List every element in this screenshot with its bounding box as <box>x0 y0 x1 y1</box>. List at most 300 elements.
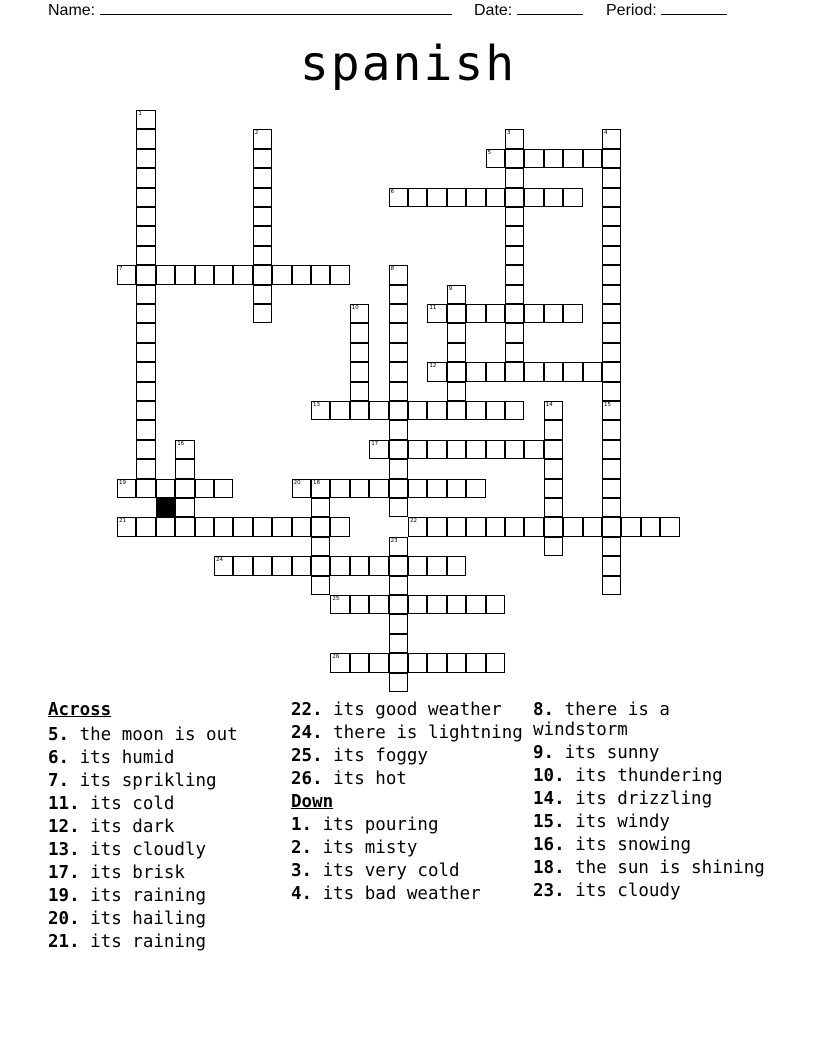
clue-number: 2. <box>291 837 313 858</box>
grid-cell[interactable] <box>427 401 446 420</box>
down-heading: Down <box>291 792 334 812</box>
grid-cell[interactable] <box>389 440 408 459</box>
grid-cell[interactable] <box>466 517 485 536</box>
grid-cell[interactable] <box>272 556 291 575</box>
grid-cell[interactable] <box>602 343 621 362</box>
grid-cell[interactable] <box>253 207 272 226</box>
grid-cell[interactable] <box>195 517 214 536</box>
grid-cell[interactable] <box>544 420 563 439</box>
grid-cell[interactable] <box>389 285 408 304</box>
grid-cell[interactable] <box>330 595 349 614</box>
grid-cell[interactable] <box>389 343 408 362</box>
grid-cell[interactable] <box>330 265 349 284</box>
grid-cell[interactable] <box>505 323 524 342</box>
grid-cell[interactable] <box>466 304 485 323</box>
clues-column-2 <box>291 701 531 908</box>
grid-cell[interactable] <box>505 149 524 168</box>
grid-cell[interactable] <box>330 653 349 672</box>
grid-cell[interactable] <box>466 479 485 498</box>
across-clue <box>48 864 288 884</box>
grid-cell[interactable] <box>563 517 582 536</box>
grid-cell[interactable] <box>195 479 214 498</box>
black-cell <box>156 498 175 517</box>
grid-cell[interactable] <box>214 265 233 284</box>
grid-cell[interactable] <box>311 265 330 284</box>
cell-number: 2 <box>254 130 259 137</box>
across-clue <box>48 910 288 930</box>
grid-cell[interactable] <box>544 498 563 517</box>
grid-cell[interactable] <box>447 517 466 536</box>
clue-text: its very cold <box>312 860 460 881</box>
grid-cell[interactable] <box>389 459 408 478</box>
grid-cell[interactable] <box>505 285 524 304</box>
grid-cell[interactable] <box>466 362 485 381</box>
grid-cell[interactable] <box>369 440 388 459</box>
grid-cell[interactable] <box>117 517 136 536</box>
clue-number: 21. <box>48 931 80 952</box>
clues-column-1 <box>48 701 288 956</box>
grid-cell[interactable] <box>408 479 427 498</box>
grid-cell[interactable] <box>369 401 388 420</box>
grid-cell[interactable] <box>447 479 466 498</box>
grid-cell[interactable] <box>389 323 408 342</box>
grid-cell[interactable] <box>602 459 621 478</box>
grid-cell[interactable] <box>292 479 311 498</box>
cell-number: 9 <box>448 285 453 292</box>
grid-cell[interactable] <box>524 188 543 207</box>
grid-cell[interactable] <box>389 304 408 323</box>
clue-number: 5. <box>48 724 70 745</box>
grid-cell[interactable] <box>330 479 349 498</box>
grid-cell[interactable] <box>602 576 621 595</box>
grid-cell[interactable] <box>292 265 311 284</box>
grid-cell[interactable] <box>602 556 621 575</box>
grid-cell[interactable] <box>272 517 291 536</box>
grid-cell[interactable] <box>253 226 272 245</box>
grid-cell[interactable] <box>602 226 621 245</box>
grid-cell[interactable] <box>447 401 466 420</box>
grid-cell[interactable] <box>311 576 330 595</box>
grid-cell[interactable] <box>505 265 524 284</box>
grid-cell[interactable] <box>602 479 621 498</box>
grid-cell[interactable] <box>233 517 252 536</box>
clues-column-3 <box>533 701 773 905</box>
across-clue <box>291 770 531 790</box>
clue-number: 4. <box>291 883 313 904</box>
grid-cell[interactable] <box>427 362 446 381</box>
cell-number: 20 <box>293 479 301 486</box>
grid-cell[interactable] <box>311 498 330 517</box>
grid-cell[interactable] <box>311 517 330 536</box>
grid-cell[interactable] <box>389 673 408 692</box>
grid-cell[interactable] <box>427 304 446 323</box>
grid-cell[interactable] <box>369 479 388 498</box>
grid-cell[interactable] <box>389 401 408 420</box>
grid-cell[interactable] <box>447 362 466 381</box>
grid-cell[interactable] <box>544 188 563 207</box>
grid-cell[interactable] <box>447 188 466 207</box>
down-clue <box>533 882 773 902</box>
grid-cell[interactable] <box>641 517 660 536</box>
cell-number: 15 <box>604 402 611 408</box>
grid-cell[interactable] <box>136 479 155 498</box>
grid-cell[interactable] <box>292 517 311 536</box>
grid-cell[interactable] <box>350 323 369 342</box>
grid-cell[interactable] <box>544 459 563 478</box>
grid-cell[interactable] <box>311 479 330 498</box>
grid-cell[interactable] <box>350 343 369 362</box>
grid-cell[interactable] <box>427 653 446 672</box>
grid-cell[interactable] <box>602 362 621 381</box>
grid-cell[interactable] <box>466 188 485 207</box>
grid-cell[interactable] <box>136 246 155 265</box>
down-clue <box>533 744 773 764</box>
grid-cell[interactable] <box>136 517 155 536</box>
grid-cell[interactable] <box>505 129 524 148</box>
grid-cell[interactable] <box>563 362 582 381</box>
across-clue <box>291 747 531 767</box>
grid-cell[interactable] <box>544 362 563 381</box>
grid-cell[interactable] <box>156 517 175 536</box>
grid-cell[interactable] <box>486 304 505 323</box>
grid-cell[interactable] <box>505 517 524 536</box>
grid-cell[interactable] <box>602 246 621 265</box>
grid-cell[interactable] <box>563 149 582 168</box>
grid-cell[interactable] <box>602 285 621 304</box>
grid-cell[interactable] <box>253 556 272 575</box>
grid-cell[interactable] <box>563 188 582 207</box>
grid-cell[interactable] <box>505 401 524 420</box>
down-clue <box>533 836 773 856</box>
page-title: spanish <box>299 36 517 92</box>
grid-cell[interactable] <box>292 556 311 575</box>
grid-cell[interactable] <box>486 362 505 381</box>
grid-cell[interactable] <box>602 401 621 420</box>
clue-number: 26. <box>291 769 323 789</box>
grid-cell[interactable] <box>505 246 524 265</box>
grid-cell[interactable] <box>544 440 563 459</box>
grid-cell[interactable] <box>602 440 621 459</box>
across-clue <box>48 841 288 861</box>
grid-cell[interactable] <box>505 304 524 323</box>
grid-cell[interactable] <box>175 265 194 284</box>
grid-cell[interactable] <box>524 440 543 459</box>
grid-cell[interactable] <box>195 265 214 284</box>
grid-cell[interactable] <box>408 188 427 207</box>
clue-number: 19. <box>48 885 80 906</box>
down-clue <box>533 859 773 879</box>
grid-cell[interactable] <box>253 168 272 187</box>
grid-cell[interactable] <box>408 653 427 672</box>
grid-cell[interactable] <box>350 479 369 498</box>
grid-cell[interactable] <box>311 537 330 556</box>
grid-cell[interactable] <box>389 614 408 633</box>
grid-cell[interactable] <box>175 479 194 498</box>
grid-cell[interactable] <box>214 517 233 536</box>
grid-cell[interactable] <box>350 401 369 420</box>
down-clue <box>533 767 773 787</box>
grid-cell[interactable] <box>311 556 330 575</box>
grid-cell[interactable] <box>505 207 524 226</box>
grid-cell[interactable] <box>389 595 408 614</box>
clue-number: 24. <box>291 723 323 743</box>
grid-cell[interactable] <box>175 459 194 478</box>
clue-text: its raining <box>79 885 207 906</box>
clue-text: its hot <box>322 769 407 789</box>
grid-cell[interactable] <box>602 265 621 284</box>
grid-cell[interactable] <box>389 188 408 207</box>
grid-cell[interactable] <box>427 517 446 536</box>
grid-cell[interactable] <box>389 576 408 595</box>
grid-cell[interactable] <box>602 188 621 207</box>
grid-cell[interactable] <box>486 595 505 614</box>
grid-cell[interactable] <box>505 343 524 362</box>
grid-cell[interactable] <box>602 382 621 401</box>
grid-cell[interactable] <box>389 634 408 653</box>
grid-cell[interactable] <box>330 401 349 420</box>
grid-cell[interactable] <box>505 362 524 381</box>
cell-number: 11 <box>429 305 437 311</box>
clue-number: 23. <box>533 880 565 901</box>
grid-cell[interactable] <box>602 323 621 342</box>
grid-cell[interactable] <box>486 440 505 459</box>
grid-cell[interactable] <box>389 420 408 439</box>
grid-cell[interactable] <box>544 304 563 323</box>
grid-cell[interactable] <box>253 304 272 323</box>
grid-cell[interactable] <box>389 653 408 672</box>
grid-cell[interactable] <box>389 479 408 498</box>
down-clue <box>533 790 773 810</box>
clue-text: its snowing <box>564 834 692 855</box>
grid-cell[interactable] <box>253 265 272 284</box>
grid-cell[interactable] <box>447 653 466 672</box>
clue-text: its brisk <box>79 862 185 883</box>
clue-number: 15. <box>533 811 565 832</box>
clue-text: its misty <box>312 837 418 858</box>
grid-cell[interactable] <box>369 556 388 575</box>
grid-cell[interactable] <box>524 362 543 381</box>
grid-cell[interactable] <box>466 401 485 420</box>
grid-cell[interactable] <box>621 517 640 536</box>
clue-number: 22. <box>291 700 323 720</box>
grid-cell[interactable] <box>505 226 524 245</box>
grid-cell[interactable] <box>136 440 155 459</box>
grid-cell[interactable] <box>311 401 330 420</box>
grid-cell[interactable] <box>427 440 446 459</box>
clue-text: its foggy <box>322 746 428 766</box>
grid-cell[interactable] <box>330 556 349 575</box>
grid-cell[interactable] <box>253 285 272 304</box>
grid-cell[interactable] <box>660 517 679 536</box>
grid-cell[interactable] <box>136 226 155 245</box>
grid-cell[interactable] <box>136 420 155 439</box>
clue-number: 13. <box>48 839 80 860</box>
grid-cell[interactable] <box>544 401 563 420</box>
grid-cell[interactable] <box>156 265 175 284</box>
grid-cell[interactable] <box>136 362 155 381</box>
grid-cell[interactable] <box>447 323 466 342</box>
grid-cell[interactable] <box>544 149 563 168</box>
grid-cell[interactable] <box>427 479 446 498</box>
grid-cell[interactable] <box>136 129 155 148</box>
cell-number: 24 <box>216 557 223 564</box>
grid-cell[interactable] <box>602 498 621 517</box>
grid-cell[interactable] <box>253 149 272 168</box>
clue-text: its thundering <box>564 765 723 786</box>
grid-cell[interactable] <box>117 265 136 284</box>
grid-cell[interactable] <box>253 517 272 536</box>
cell-number: 17 <box>371 440 379 447</box>
grid-cell[interactable] <box>427 595 446 614</box>
clue-number: 10. <box>533 765 565 786</box>
grid-cell[interactable] <box>136 401 155 420</box>
grid-cell[interactable] <box>330 517 349 536</box>
grid-cell[interactable] <box>253 188 272 207</box>
grid-cell[interactable] <box>602 207 621 226</box>
grid-cell[interactable] <box>389 498 408 517</box>
grid-cell[interactable] <box>117 479 136 498</box>
grid-cell[interactable] <box>544 479 563 498</box>
grid-cell[interactable] <box>583 517 602 536</box>
grid-cell[interactable] <box>350 595 369 614</box>
grid-cell[interactable] <box>486 401 505 420</box>
grid-cell[interactable] <box>544 517 563 536</box>
grid-cell[interactable] <box>486 653 505 672</box>
grid-cell[interactable] <box>447 595 466 614</box>
grid-cell[interactable] <box>602 149 621 168</box>
grid-cell[interactable] <box>602 129 621 148</box>
grid-cell[interactable] <box>427 188 446 207</box>
grid-cell[interactable] <box>389 537 408 556</box>
grid-cell[interactable] <box>214 479 233 498</box>
grid-cell[interactable] <box>136 168 155 187</box>
grid-cell[interactable] <box>136 285 155 304</box>
grid-cell[interactable] <box>583 362 602 381</box>
grid-cell[interactable] <box>427 556 446 575</box>
clue-number: 17. <box>48 862 80 883</box>
grid-cell[interactable] <box>389 362 408 381</box>
grid-cell[interactable] <box>175 498 194 517</box>
grid-cell[interactable] <box>486 188 505 207</box>
grid-cell[interactable] <box>408 401 427 420</box>
grid-cell[interactable] <box>408 595 427 614</box>
grid-cell[interactable] <box>447 285 466 304</box>
grid-cell[interactable] <box>156 479 175 498</box>
date-label: Date: <box>474 2 513 19</box>
down-clue <box>291 816 531 836</box>
grid-cell[interactable] <box>350 653 369 672</box>
grid-cell[interactable] <box>583 149 602 168</box>
cell-number: 12 <box>429 363 437 370</box>
grid-cell[interactable] <box>136 382 155 401</box>
grid-cell[interactable] <box>233 265 252 284</box>
grid-cell[interactable] <box>136 207 155 226</box>
grid-cell[interactable] <box>214 556 233 575</box>
grid-cell[interactable] <box>389 556 408 575</box>
clue-number: 20. <box>48 908 80 929</box>
grid-cell[interactable] <box>466 653 485 672</box>
grid-cell[interactable] <box>175 517 194 536</box>
grid-cell[interactable] <box>408 440 427 459</box>
down-clue <box>533 813 773 833</box>
grid-cell[interactable] <box>136 323 155 342</box>
grid-cell[interactable] <box>253 129 272 148</box>
grid-cell[interactable] <box>486 149 505 168</box>
grid-cell[interactable] <box>447 440 466 459</box>
grid-cell[interactable] <box>447 382 466 401</box>
grid-cell[interactable] <box>350 382 369 401</box>
grid-cell[interactable] <box>233 556 252 575</box>
grid-cell[interactable] <box>563 304 582 323</box>
grid-cell[interactable] <box>272 265 291 284</box>
down-clue <box>291 885 531 905</box>
grid-cell[interactable] <box>136 304 155 323</box>
cell-number: 21 <box>119 518 126 525</box>
grid-cell[interactable] <box>136 188 155 207</box>
grid-cell[interactable] <box>369 653 388 672</box>
grid-cell[interactable] <box>136 110 155 129</box>
grid-cell[interactable] <box>524 517 543 536</box>
grid-cell[interactable] <box>524 304 543 323</box>
grid-cell[interactable] <box>253 246 272 265</box>
clue-text: its cloudy <box>564 880 681 901</box>
grid-cell[interactable] <box>466 440 485 459</box>
grid-cell[interactable] <box>505 168 524 187</box>
grid-cell[interactable] <box>447 343 466 362</box>
grid-cell[interactable] <box>389 382 408 401</box>
grid-cell[interactable] <box>389 265 408 284</box>
grid-cell[interactable] <box>602 304 621 323</box>
cell-number: 10 <box>351 305 359 311</box>
grid-cell[interactable] <box>408 517 427 536</box>
grid-cell[interactable] <box>602 420 621 439</box>
grid-cell[interactable] <box>350 304 369 323</box>
cell-number: 3 <box>507 130 511 137</box>
clue-text: there is lightning <box>322 723 523 743</box>
cell-number: 14 <box>545 402 553 408</box>
clue-number: 1. <box>291 814 313 835</box>
grid-cell[interactable] <box>602 168 621 187</box>
clue-number: 6. <box>48 747 70 768</box>
grid-cell[interactable] <box>369 595 388 614</box>
grid-cell[interactable] <box>175 440 194 459</box>
grid-cell[interactable] <box>447 556 466 575</box>
grid-cell[interactable] <box>486 517 505 536</box>
across-clue <box>48 726 288 746</box>
clue-number: 14. <box>533 788 565 809</box>
grid-cell[interactable] <box>136 459 155 478</box>
grid-cell[interactable] <box>505 188 524 207</box>
clue-number: 16. <box>533 834 565 855</box>
grid-cell[interactable] <box>136 343 155 362</box>
across-clue <box>291 701 531 721</box>
across-clue <box>48 933 288 953</box>
across-heading: Across <box>48 700 112 720</box>
grid-cell[interactable] <box>505 440 524 459</box>
down-clue <box>291 862 531 882</box>
grid-cell[interactable] <box>447 304 466 323</box>
grid-cell[interactable] <box>602 517 621 536</box>
grid-cell[interactable] <box>408 556 427 575</box>
grid-cell[interactable] <box>602 537 621 556</box>
grid-cell[interactable] <box>350 362 369 381</box>
grid-cell[interactable] <box>524 149 543 168</box>
grid-cell[interactable] <box>466 595 485 614</box>
grid-cell[interactable] <box>136 265 155 284</box>
grid-cell[interactable] <box>350 556 369 575</box>
grid-cell[interactable] <box>136 149 155 168</box>
grid-cell[interactable] <box>544 537 563 556</box>
